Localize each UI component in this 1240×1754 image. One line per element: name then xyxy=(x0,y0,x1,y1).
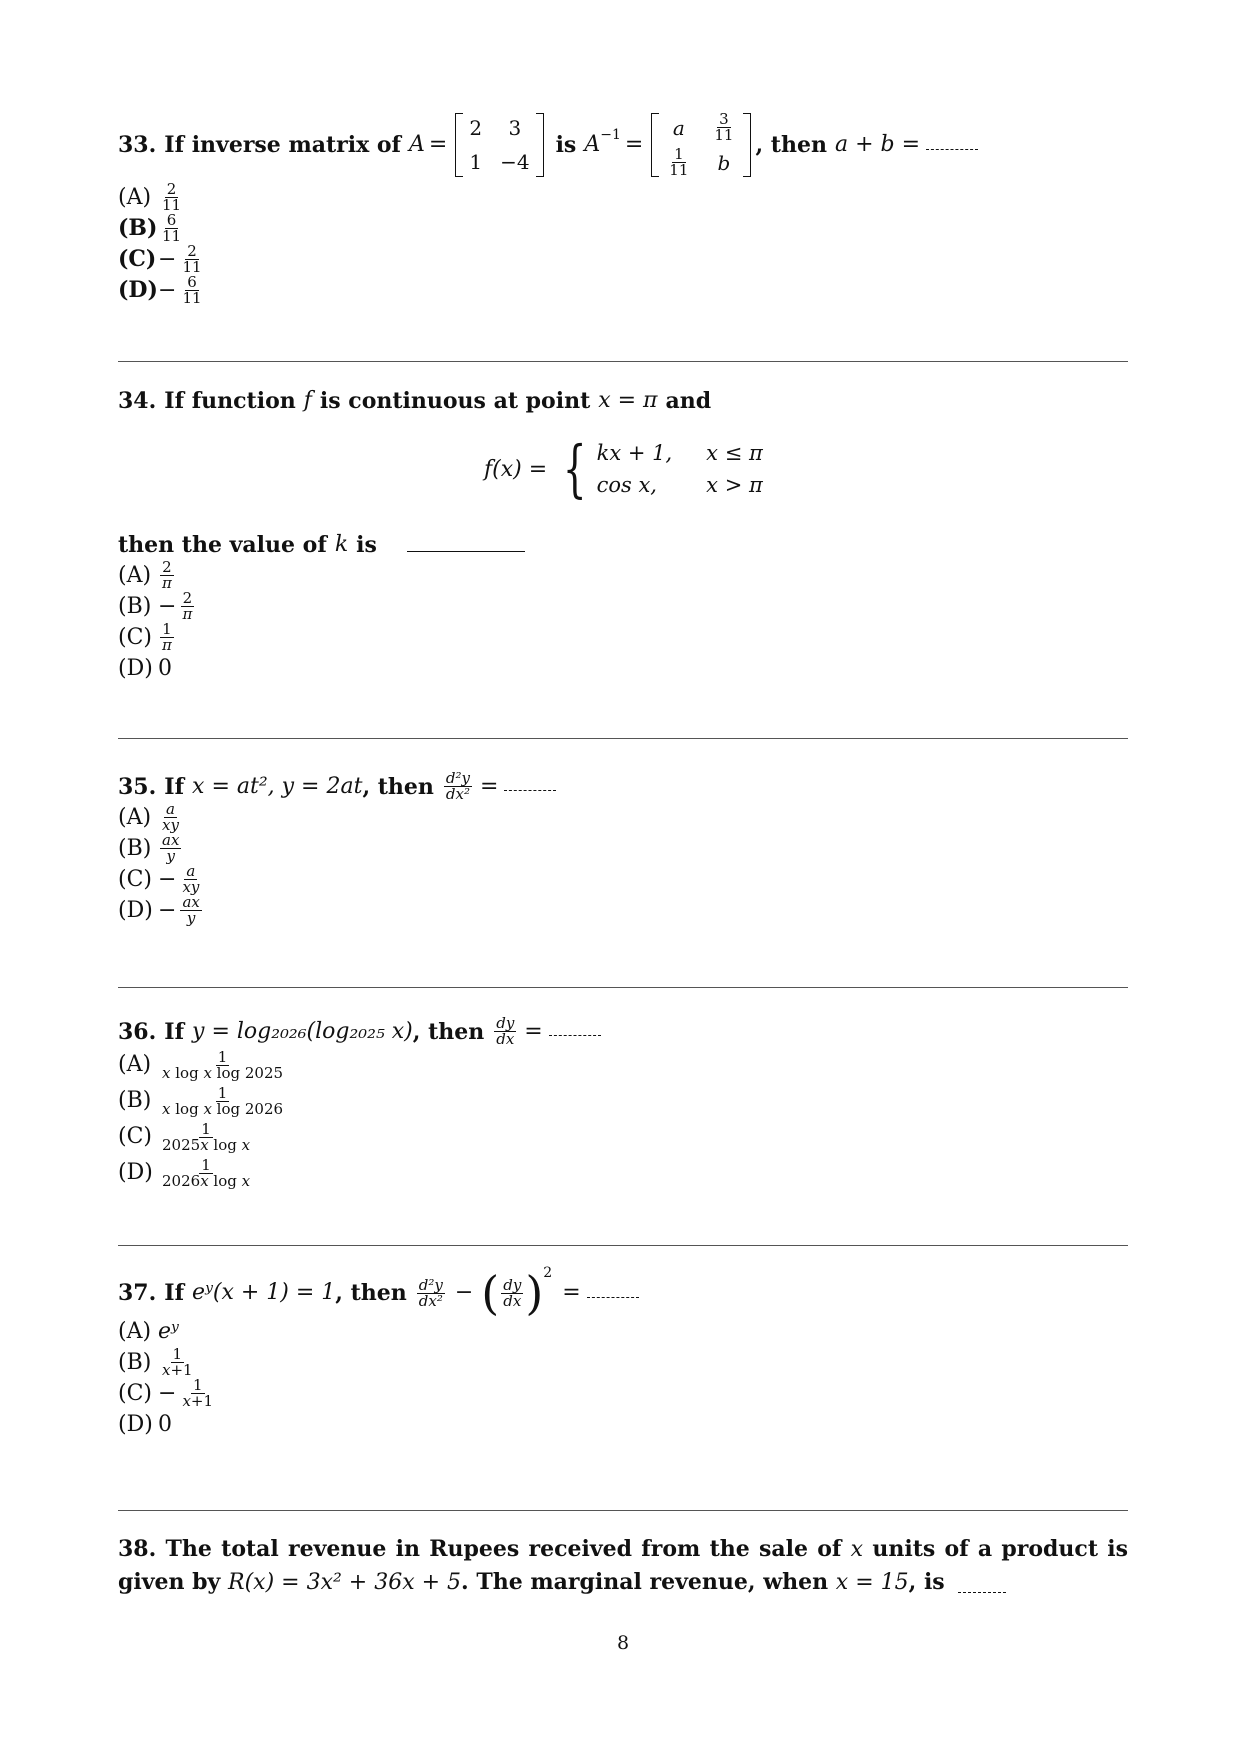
option-d: (D) $\frac{1}{\text{2026x log x}}$ xyxy=(118,1155,251,1190)
question-33 xyxy=(118,112,1128,306)
option-b: (B) − $\frac{2}{\pi}$ xyxy=(118,589,193,623)
option-b: (B) $\frac{1}{x+1}$ xyxy=(118,1345,193,1379)
question-33-stem: 33. If inverse matrix of A = 2 3 1 −4 is A −1 = a $\frac{3}{11}$ $\frac{1}{11}$ b , then a + b = xyxy=(118,112,1128,178)
divider xyxy=(118,987,1128,988)
option-c: (C) − $\frac{a}{xy}$ xyxy=(118,862,200,896)
question-35-stem: 35. If x = at², y = 2at , then $\frac{\text{d²y}}{\text{dx²}}$ = xyxy=(118,771,1128,802)
question-36 xyxy=(118,1016,1128,1191)
divider xyxy=(118,1510,1128,1511)
divider xyxy=(118,1245,1128,1246)
divider xyxy=(118,738,1128,739)
option-d: (D) − $\frac{ax}{y}$ xyxy=(118,893,200,927)
question-34-options: then the value of k is (A) $\frac{2}{\pi}$ (B) − $\frac{2}{\pi}$ (C) $\frac{1}{\pi}$ (D) 0 xyxy=(118,530,1128,684)
option-c: (C) $\frac{1}{\pi}$ xyxy=(118,620,172,654)
question-number: 33. xyxy=(118,132,157,158)
option-d: (D) 0 xyxy=(118,1412,172,1437)
option-d: (D) − $\frac{6}{11}$ xyxy=(118,273,202,307)
option-a: (A) $\frac{a}{xy}$ xyxy=(118,800,179,834)
question-35 xyxy=(118,771,1128,926)
answer-blank xyxy=(504,790,556,791)
question-34 xyxy=(118,386,1128,416)
matrix-a-inverse: a $\frac{3}{11}$ $\frac{1}{11}$ b xyxy=(651,112,751,178)
answer-blank xyxy=(549,1035,601,1036)
option-b: (B) $\frac{6}{11}$ xyxy=(118,211,182,245)
piecewise-function: f(x) = { kx + 1, x ≤ π cos x, x > π xyxy=(484,432,763,505)
option-d: (D) 0 xyxy=(118,656,172,681)
option-a: (A) $\frac{2}{11}$ xyxy=(118,180,182,214)
option-b: (B) $\frac{ax}{y}$ xyxy=(118,831,180,865)
matrix-a: 2 3 1 −4 xyxy=(455,113,543,177)
answer-blank xyxy=(958,1592,1006,1593)
answer-blank xyxy=(587,1297,639,1298)
option-a: (A) $\frac{1}{\text{x log x log 2025}}$ xyxy=(118,1047,284,1082)
answer-blank xyxy=(407,551,525,552)
question-34-stem: 34. If function f is continuous at point x = π and xyxy=(118,388,712,414)
question-38: 38. The total revenue in Rupees received from the sale of x units of a product is given by R(x) = 3x² + 36x + 5. The marginal revenue, when x = 15, is xyxy=(118,1536,1128,1595)
option-b: (B) $\frac{1}{\text{x log x log 2026}}$ xyxy=(118,1083,284,1118)
option-a: (A) eʸ xyxy=(118,1319,179,1344)
page-number: 8 xyxy=(616,1632,630,1654)
question-37-stem: 37. If eʸ(x + 1) = 1 , then $\frac{\text{d²y}}{\text{dx²}}$ − ( $\frac{dy}{dx}$ ) 2 = xyxy=(118,1270,1128,1316)
option-c: (C) − $\frac{1}{x+1}$ xyxy=(118,1376,214,1410)
option-a: (A) $\frac{2}{\pi}$ xyxy=(118,558,172,592)
option-c: (C) $\frac{1}{\text{2025x log x}}$ xyxy=(118,1119,251,1154)
question-36-stem: 36. If y = log₂₀₂₆(log₂₀₂₅ x) , then $\frac{dy}{dx}$ = xyxy=(118,1016,1128,1047)
answer-blank xyxy=(926,149,978,150)
option-c: (C) − $\frac{2}{11}$ xyxy=(118,242,202,276)
divider xyxy=(118,361,1128,362)
question-37 xyxy=(118,1265,1128,1440)
